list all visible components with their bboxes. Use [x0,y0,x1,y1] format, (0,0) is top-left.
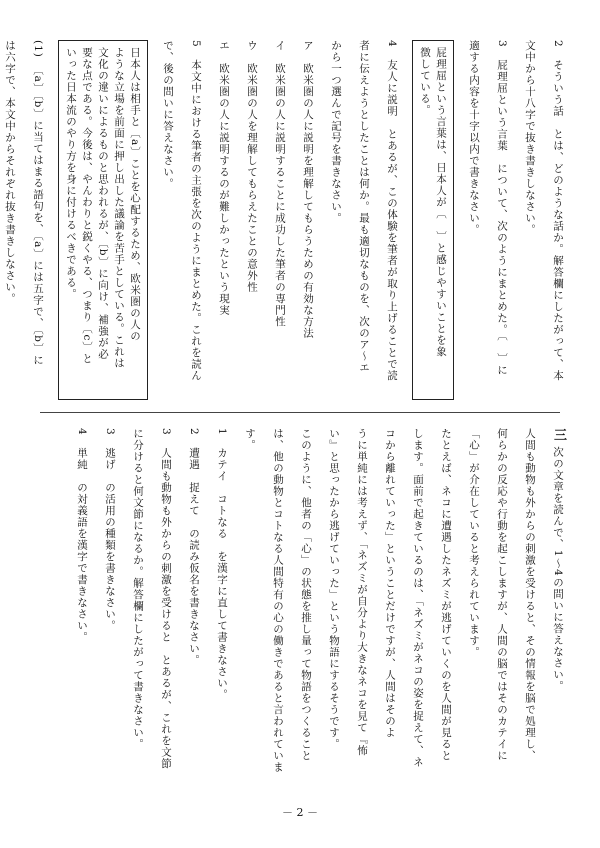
passage-line: このように、他者の「心」の状態を推し量って物語をつくること [300,428,312,762]
bq1: 1 カテイ コトなる を漢字に直して書きなさい。 [216,428,228,701]
q4-line2: 者に伝えようとしたことは何か。最も適切なものを、次のア～エ [358,40,370,374]
box2-line4: 要な点である。今後は、やんわりと鋭くやる、つまり〔c〕と [81,47,93,365]
q5-line1: 5 本文中における筆者の主張を次のようにまとめた。これを読ん [190,40,202,382]
box2-line1: 日本人は相手と〔a〕ことを心配するため、欧米圏の人の [129,47,141,342]
sub1-line2: は六字で、本文中からそれぞれ抜き書きしなさい。 [4,40,16,305]
q3-line2: 適する内容を十字以内で書きなさい。 [468,40,480,236]
option-e: エ 欧米圏の人に説明するのが難しかったという現実 [218,40,230,316]
box2-line2: ような立場を前面に押し出した議論を苦手としている。これは [113,47,125,369]
section-three [66,428,566,773]
option-i: イ 欧米圏の人に説明することに成功した筆者の専門性 [274,40,286,328]
passage-line: い』と思ったから逃げていった」という物語にするそうです。 [328,428,340,750]
section-three-heading [550,428,566,738]
box2-line3: 文化の違いによるものと思われるが、〔b〕に向け、補強が必 [97,47,109,360]
q3-line1: 3 屁理屈という言葉 について、次のようにまとめた。〔 〕に [496,40,508,376]
bq5: 4 単純 の対義語を漢字で書きなさい。 [76,428,88,643]
passage-line: す。 [244,428,256,451]
sub1-line1: (1) 〔a〕〔b〕に当てはまる語句を、〔a〕には五字で、〔b〕に [32,40,44,366]
option-a: ア 欧米圏の人に説明を理解してもらうための有効な方法 [302,40,314,339]
q5-line2: で、後の問いに答えなさい。 [162,40,174,190]
bq3-line1: 3 人間も動物も外からの刺激を受けると とあるが、これを文節 [160,428,172,770]
box1-line2: 徴している。 [419,47,431,116]
q2-line1: 2 そういう話 とは、どのような話か。解答欄にしたがって、本 [552,40,564,382]
section-intro: 次の文章を読んで、1～4の問いに答えなさい。 [552,446,564,692]
q2-line2: 文中から十八字で抜き書きしなさい。 [524,40,536,236]
bq4: 3 逃げ の活用の種類を書きなさい。 [104,428,116,632]
passage-line: します。面前で起きているのは、「ネズミがネコの姿を捉えて、ネ [412,428,424,768]
passage-line: 何らかの反応や行動を起こしますが、人間の脳ではそのカテイに [496,428,508,762]
upper-questions [4,40,566,400]
q4-line3: から一つ選んで記号を書きなさい。 [330,40,342,224]
summary-box-1 [412,40,454,400]
option-u: ウ 欧米圏の人を理解してもらえたことの意外性 [246,40,258,293]
bq3-line2: に分けると何文節になるか。解答欄にしたがって書きなさい。 [132,428,144,750]
passage-line: は、他の動物とコトなる人間特有の心の働きであると言われていま [272,428,284,773]
box1-line1: 屁理屈という言葉は、日本人が〔 〕と感じやすいことを象 [435,47,447,358]
passage-line: 「心」が介在していると考えられています。 [468,428,480,658]
passage-line: コから離れていった」ということだけですが、人間はそのよ [384,428,396,739]
summary-box-2 [58,40,148,400]
bq2: 2 遭遇 捉えて の読み仮名を書きなさい。 [188,428,200,666]
box2-line5: いった日本流のやり方を身に付けるべきである。 [65,47,77,300]
passage-line: うに単純には考えず、「ネズミが自分より大きなネコを見て『怖 [356,428,368,757]
q4-line1: 4 友人に説明 とあるが、この体験を筆者が取り上げることで読 [386,40,398,382]
page-number-text: － 2 － [282,806,318,819]
section-marker: 三 [551,428,566,442]
passage-line: 人間も動物も外からの刺激を受けると、その情報を脳で処理し、 [524,428,536,762]
passage-line: たとえば、ネコに遭遇したネズミが逃げていくのを人間が見ると [440,428,452,762]
section-divider [40,412,560,413]
page-number [0,804,600,820]
